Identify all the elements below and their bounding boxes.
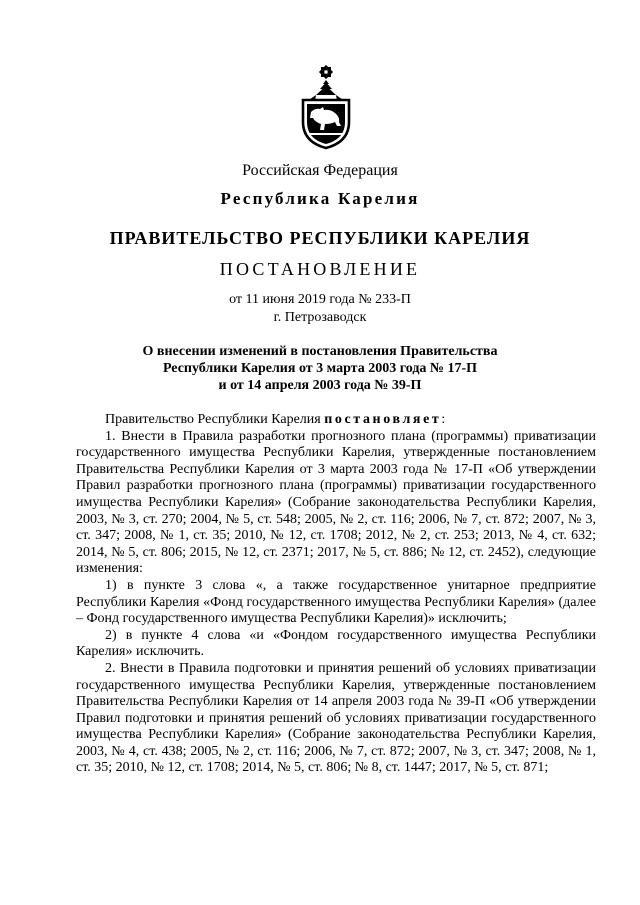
document-body: [76, 412, 596, 777]
title-line: Республики Карелия от 3 марта 2003 года № 17-П: [162, 361, 478, 376]
intro-paragraph: [76, 412, 596, 429]
title-line: О внесении изменений в постановления Правительства: [142, 344, 498, 359]
document-type: ПОСТАНОВЛЕНИЕ: [219, 259, 421, 279]
title-line: и от 14 апреля 2003 года № 39-П: [218, 378, 422, 393]
paragraph-1-item-2: 2) в пункте 4 слова «и «Фондом государственного имущества Республики Карелия» исключить.: [76, 627, 596, 660]
country-name: Российская Федерация: [242, 162, 398, 179]
karelia-coat-of-arms-icon: [297, 60, 355, 150]
paragraph-1-item-1: 1) в пункте 3 слова «, а также государственное унитарное предприятие Республики Карелия «Фонд государственного имущества Республики Карелия» (далее – Фонд государственного имущества Республики Карелия)» исключить;: [76, 577, 596, 627]
document-title: [0, 343, 640, 394]
republic-name: Республика Карелия: [220, 189, 420, 208]
paragraph-1: 1. Внести в Правила разработки прогнозного плана (программы) приватизации государственного имущества Республики Карелия, утвержденные постановлением Правительства Республики Карелия от 3 марта 2003 года № 17-П «Об утверждении Правил разработки прогнозного плана (программы) приватизации государственного имущества Республики Карелия» (Собрание законодательства Республики Карелия, 2003, № 3, ст. 270; 2004, № 5, ст. 548; 2005, № 2, ст. 116; 2006, № 7, ст. 872; 2007, № 3, ст. 347; 2008, № 1, ст. 35; 2010, № 12, ст. 1708; 2012, № 2, ст. 253; 2013, № 4, ст. 632; 2014, № 5, ст. 806; 2015, № 12, ст. 2371; 2017, № 5, ст. 886; № 12, ст. 2452), следующие изменения:: [76, 428, 596, 577]
paragraph-2: 2. Внести в Правила подготовки и принятия решений об условиях приватизации государственного имущества Республики Карелия, утвержденные постановлением Правительства Республики Карелия от 14 апреля 2003 года № 39-П «Об утверждении Правил подготовки и принятия решений об условиях приватизации государственного имущества Республики Карелия» (Собрание законодательства Республики Карелия, 2003, № 4, ст. 438; 2005, № 2, ст. 116; 2006, № 7, ст. 872; 2007, № 3, ст. 347; 2008, № 1, ст. 35; 2010, № 12, ст. 1708; 2014, № 5, ст. 806; № 8, ст. 1447; 2017, № 5, ст. 871;: [76, 660, 596, 776]
document-city: г. Петрозаводск: [273, 310, 367, 325]
document-date-number: от 11 июня 2019 года № 233-П: [229, 292, 411, 307]
government-name: ПРАВИТЕЛЬСТВО РЕСПУБЛИКИ КАРЕЛИЯ: [109, 228, 531, 248]
intro-end: :: [441, 412, 446, 427]
decree-word: постановляет: [324, 412, 442, 427]
intro-text: Правительство Республики Карелия: [105, 412, 325, 427]
